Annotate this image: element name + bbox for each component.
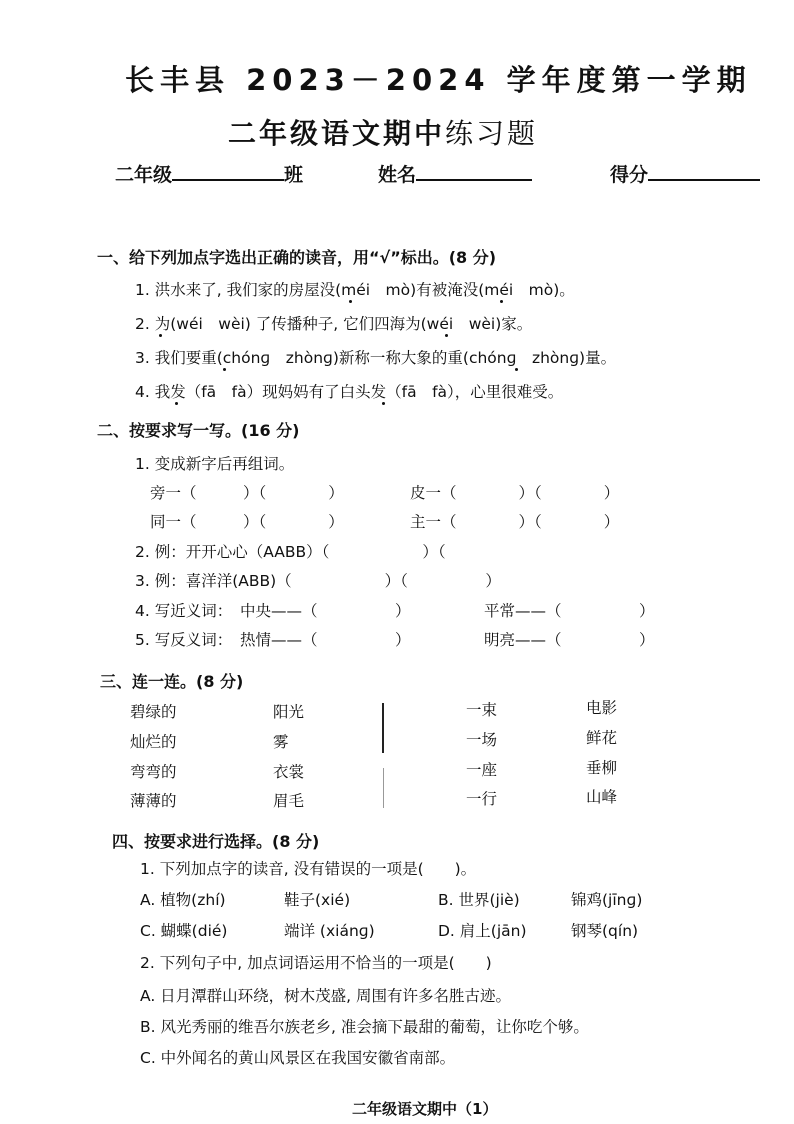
name-label: 姓名	[378, 164, 417, 186]
emphasis-dot	[500, 300, 503, 303]
match-word-col1[interactable]: 薄薄的	[130, 792, 177, 810]
section2-sub2: 2. 例：开开心心（AABB）（ ）（	[135, 543, 446, 561]
section3-heading: 三、连一连。(8 分)	[100, 672, 244, 691]
q1-option[interactable]: 端详 (xiánɡ)	[284, 922, 375, 940]
match-word-col1[interactable]: 灿烂的	[130, 733, 177, 751]
q1-option[interactable]: 钢琴(qín)	[571, 922, 639, 940]
q1-option[interactable]: 锦鸡(jīnɡ)	[571, 891, 643, 909]
emphasis-dot	[175, 402, 178, 405]
emphasis-dot	[349, 300, 352, 303]
section2-sub3: 3. 例：喜洋洋(ABB)（ ）（ ）	[135, 572, 501, 590]
match-word-col2[interactable]: 衣裳	[273, 763, 305, 781]
match-word-col3[interactable]: 一行	[466, 790, 498, 808]
match-word-col3[interactable]: 一场	[466, 731, 498, 749]
emphasis-dot	[445, 334, 448, 337]
page-footer: 二年级语文期中（1）	[352, 1100, 498, 1118]
match-word-col3[interactable]: 一束	[466, 701, 498, 719]
score-label: 得分	[610, 164, 649, 186]
q2-option[interactable]: C. 中外闻名的黄山风景区在我国安徽省南部。	[140, 1049, 456, 1067]
match-word-col4[interactable]: 鲜花	[586, 729, 618, 747]
score-blank[interactable]	[648, 161, 760, 181]
word-pair-b: 皮一（ ）（ ）	[410, 484, 620, 502]
q1-option[interactable]: A. 植物(zhí)	[140, 891, 226, 909]
section1-heading: 一、给下列加点字选出正确的读音，用“√”标出。(8 分)	[97, 248, 497, 267]
grade-blank[interactable]	[172, 161, 284, 181]
match-word-col2[interactable]: 眉毛	[273, 792, 305, 810]
section4-heading: 四、按要求进行选择。(8 分)	[112, 832, 320, 851]
divider-line	[383, 768, 384, 808]
emphasis-dot	[223, 368, 226, 371]
q1-option[interactable]: 鞋子(xié)	[284, 891, 351, 909]
score-field	[610, 160, 760, 187]
section2-sub1: 1. 变成新字后再组词。	[135, 455, 295, 473]
match-word-col2[interactable]: 阳光	[273, 703, 305, 721]
word-pair-b: 主一（ ）（ ）	[410, 513, 620, 531]
match-word-col1[interactable]: 碧绿的	[130, 703, 177, 721]
q1-option[interactable]: C. 蝴蝶(dié)	[140, 922, 228, 940]
exam-subtitle	[228, 112, 538, 152]
q1-option[interactable]: B. 世界(jiè)	[438, 891, 520, 909]
word-pair-a: 同一（ ）（ ）	[150, 513, 344, 531]
match-word-col3[interactable]: 一座	[466, 761, 498, 779]
word-pair-a: 旁一（ ）（ ）	[150, 484, 344, 502]
q2-option[interactable]: A. 日月潭群山环绕，树木茂盛, 周围有许多名胜古迹。	[140, 987, 512, 1005]
match-word-col1[interactable]: 弯弯的	[130, 763, 177, 781]
section1-item: 2. 为(wéi wèi) 了传播种子, 它们四海为(wéi wèi)家。	[135, 315, 533, 333]
name-field	[378, 160, 532, 187]
question-1: 1. 下列加点字的读音, 没有错误的一项是( )。	[140, 860, 477, 878]
q1-option[interactable]: D. 肩上(jān)	[438, 922, 527, 940]
section1-item: 1. 洪水来了, 我们家的房屋没(méi mò)有被淹没(méi mò)。	[135, 281, 575, 299]
section1-item: 4. 我发（fā fà）现妈妈有了白头发（fā fà），心里很难受。	[135, 383, 564, 401]
question-2: 2. 下列句子中, 加点词语运用不恰当的一项是( )	[140, 954, 492, 972]
match-word-col4[interactable]: 山峰	[586, 788, 618, 806]
section2-sub4a: 4. 写近义词： 中央——（ ）	[135, 602, 411, 620]
match-word-col4[interactable]: 电影	[586, 699, 618, 717]
q2-option[interactable]: B. 风光秀丽的维吾尔族老乡, 准会摘下最甜的葡萄，让你吃个够。	[140, 1018, 589, 1036]
exam-title: 长丰县 2023－2024 学年度第一学期	[125, 63, 752, 97]
match-word-col2[interactable]: 雾	[273, 733, 289, 751]
section2-sub5a: 5. 写反义词： 热情——（ ）	[135, 631, 411, 649]
section2-sub4b: 平常——（ ）	[484, 602, 655, 620]
subtitle-light: 练习题	[445, 117, 539, 150]
emphasis-dot	[159, 334, 162, 337]
subtitle-bold: 二年级语文期中	[228, 117, 446, 150]
class-label: 班	[284, 164, 304, 186]
grade-label: 二年级	[115, 164, 173, 186]
divider-line	[382, 703, 384, 753]
name-blank[interactable]	[416, 161, 532, 181]
section2-heading: 二、按要求写一写。(16 分)	[97, 421, 300, 440]
emphasis-dot	[515, 368, 518, 371]
match-word-col4[interactable]: 垂柳	[586, 759, 618, 777]
section1-item: 3. 我们要重(chónɡ zhònɡ)新称一称大象的重(chónɡ zhònɡ)量。	[135, 349, 617, 367]
section2-sub5b: 明亮——（ ）	[484, 631, 655, 649]
grade-field	[115, 160, 303, 187]
emphasis-dot	[382, 402, 385, 405]
